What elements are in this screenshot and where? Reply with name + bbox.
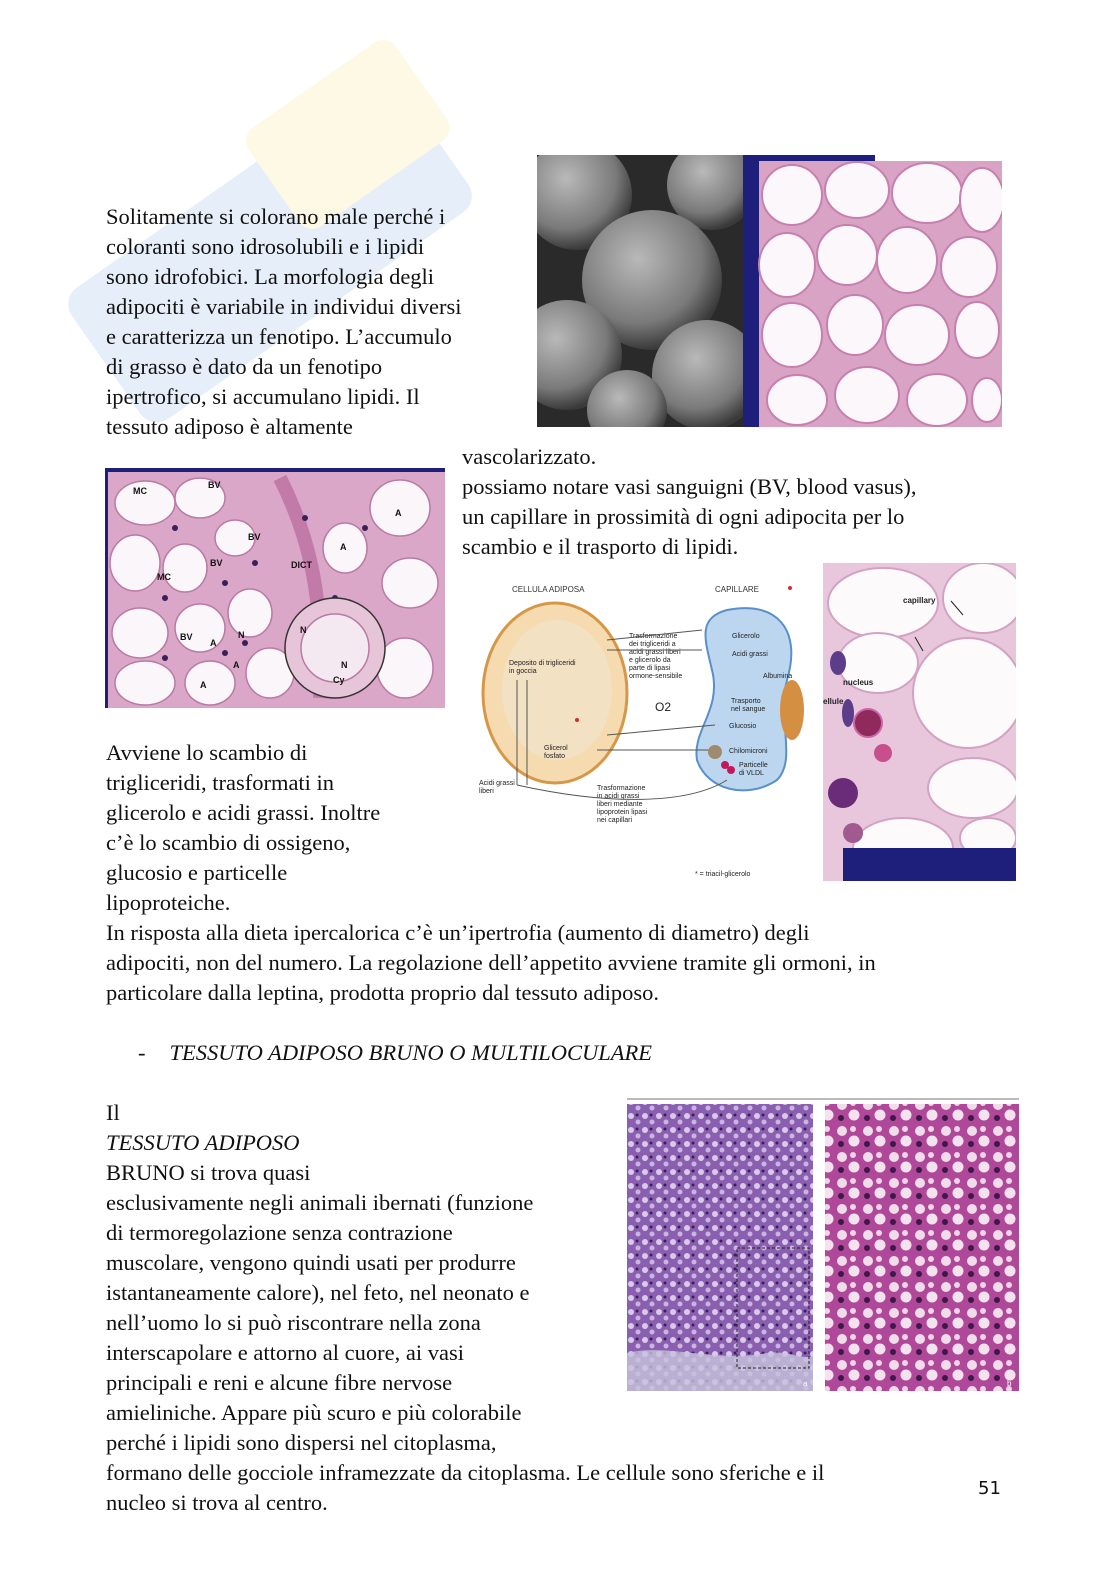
figure-label: BV: [248, 532, 261, 542]
figure-label: MC: [133, 486, 147, 496]
diagram-label: fosfato: [544, 753, 566, 760]
text-line: formano delle gocciole inframezzate da citoplasma. Le cellule sono sferiche e il: [106, 1460, 825, 1485]
diagram-label: nel sangue: [731, 706, 766, 713]
text-line: istantaneamente calore), nel feto, nel neonato e: [106, 1280, 530, 1305]
text-line: sono idrofobici. La morfologia degli: [106, 264, 435, 289]
diagram-label: Trasformazione: [629, 633, 678, 640]
text-span: BRUNO si trova quasi: [106, 1160, 311, 1185]
paragraph-brown-fat: [106, 1098, 824, 1518]
figure-label: Cy: [333, 675, 345, 685]
diagram-label: liberi: [479, 788, 494, 795]
figure-label: N: [300, 625, 307, 635]
diagram-label: Trasformazione: [597, 785, 646, 792]
micro-label-capillary: capillary: [903, 596, 936, 605]
text-line: di grasso è dato da un fenotipo: [106, 354, 383, 379]
diagram-label: in goccia: [509, 668, 537, 675]
figure-label: BV: [180, 632, 193, 642]
diagram-footnote: * = triacil-glicerolo: [695, 871, 751, 878]
figure-label: DICT: [291, 560, 312, 570]
adipocyte-micrograph-pair: [537, 155, 1002, 427]
text-line: amieliniche. Appare più scuro e più colorabile: [106, 1400, 522, 1425]
text-line: possiamo notare vasi sanguigni (BV, blood vasus),: [462, 474, 917, 499]
paragraph-exchange: [106, 738, 876, 1008]
text-span: Il: [106, 1100, 120, 1125]
figure-label: A: [233, 660, 240, 670]
section-heading: [138, 1038, 652, 1068]
diagram-label: e glicerolo da: [629, 657, 671, 664]
text-line: c’è lo scambio di ossigeno,: [106, 830, 351, 855]
figure-label: BV: [208, 480, 221, 490]
italic-term: TESSUTO ADIPOSO: [106, 1130, 300, 1155]
text-line: glucosio e particelle: [106, 860, 288, 885]
text-line: nell’uomo lo si può riscontrare nella zona: [106, 1310, 481, 1335]
text-line: adipociti è variabile in individui diversi: [106, 294, 462, 319]
text-line: trigliceridi, trasformati in: [106, 770, 335, 795]
text-line: scambio e il trasporto di lipidi.: [462, 534, 739, 559]
diagram-label: liberi mediante: [597, 801, 643, 808]
labeled-histology: [105, 468, 445, 708]
text-line: di termoregolazione senza contrazione: [106, 1220, 453, 1245]
text-line: Avviene lo scambio di: [106, 740, 308, 765]
heading-dash: -: [138, 1040, 146, 1065]
diagram-title-left: CELLULA ADIPOSA: [512, 585, 585, 594]
text-line: coloranti sono idrosolubili e i lipidi: [106, 234, 425, 259]
diagram-label: Chilomicroni: [729, 748, 768, 755]
figure-label: BV: [210, 558, 223, 568]
text-line: adipociti, non del numero. La regolazione dell’appetito avviene tramite gli ormoni, in: [106, 950, 876, 975]
diagram-label: Particelle: [739, 762, 768, 769]
text-line: e caratterizza un fenotipo. L’accumulo: [106, 324, 452, 349]
diagram-label: dei trigliceridi a: [629, 641, 676, 648]
text-line: particolare dalla leptina, prodotta proprio dal tessuto adiposo.: [106, 980, 659, 1005]
figure-label: A: [395, 508, 402, 518]
text-line: perché i lipidi sono dispersi nel citoplasma,: [106, 1430, 497, 1455]
brown-fat-high-mag: [825, 1104, 1019, 1391]
text-line: nucleo si trova al centro.: [106, 1490, 328, 1515]
text-line: principali e reni e alcune fibre nervose: [106, 1370, 453, 1395]
diagram-label: lipoprotein lipasi: [597, 809, 648, 816]
text-line: vascolarizzato.: [462, 444, 597, 469]
text-line: tessuto adiposo è altamente: [106, 414, 353, 439]
diagram-label: Acidi grassi: [479, 780, 515, 787]
diagram-title-right: CAPILLARE: [715, 585, 760, 594]
text-line: glicerolo e acidi grassi. Inoltre: [106, 800, 381, 825]
diagram-label: Deposito di trigliceridi: [509, 660, 576, 667]
diagram-label: Albumina: [763, 673, 793, 680]
diagram-label: nei capillari: [597, 817, 633, 824]
diagram-label: Trasporto: [731, 698, 761, 705]
figure-label: MC: [157, 572, 171, 582]
figure-label: N: [238, 630, 245, 640]
figure-label: N: [341, 660, 348, 670]
figure-label: A: [210, 638, 217, 648]
paragraph-intro: [106, 202, 462, 442]
figure-label: A: [200, 680, 207, 690]
text-line: interscapolare e attorno al cuore, ai vasi: [106, 1340, 464, 1365]
diagram-label: in acidi grassi: [597, 793, 640, 800]
diagram-label: parte di lipasi: [629, 665, 671, 672]
panel-label-b: b: [1007, 1379, 1012, 1388]
figure-label: A: [340, 542, 347, 552]
paragraph-vascular: [462, 442, 917, 562]
text-line: muscolare, vengono quindi usati per produrre: [106, 1250, 516, 1275]
heading-text: TESSUTO ADIPOSO BRUNO O MULTILOCULARE: [169, 1040, 652, 1065]
diagram-label: Acidi grassi: [732, 651, 768, 658]
diagram-label: Glicerolo: [732, 633, 760, 640]
text-line: esclusivamente negli animali ibernati (funzione: [106, 1190, 534, 1215]
diagram-label: acidi grassi liberi: [629, 649, 681, 656]
micro-label-nucleus: nucleus: [843, 678, 874, 687]
text-line: ipertrofico, si accumulano lipidi. Il: [106, 384, 420, 409]
diagram-label: ormone-sensibile: [629, 673, 683, 680]
diagram-label: Glicerol: [544, 745, 568, 752]
micro-label-cell: ellule: [823, 697, 844, 706]
panel-label-a: a: [803, 1379, 808, 1388]
text-line: In risposta alla dieta ipercalorica c’è un’ipertrofia (aumento di diametro) degli: [106, 920, 810, 945]
diagram-label: di VLDL: [739, 770, 764, 777]
text-line: Solitamente si colorano male perché i: [106, 204, 446, 229]
diagram-label: Glucosio: [729, 723, 757, 730]
page-number: 51: [978, 1478, 1001, 1499]
text-line: un capillare in prossimità di ogni adipocita per lo: [462, 504, 905, 529]
text-line: [106, 1098, 824, 1188]
text-line: lipoproteiche.: [106, 890, 231, 915]
diagram-o2-label: O2: [655, 700, 672, 714]
